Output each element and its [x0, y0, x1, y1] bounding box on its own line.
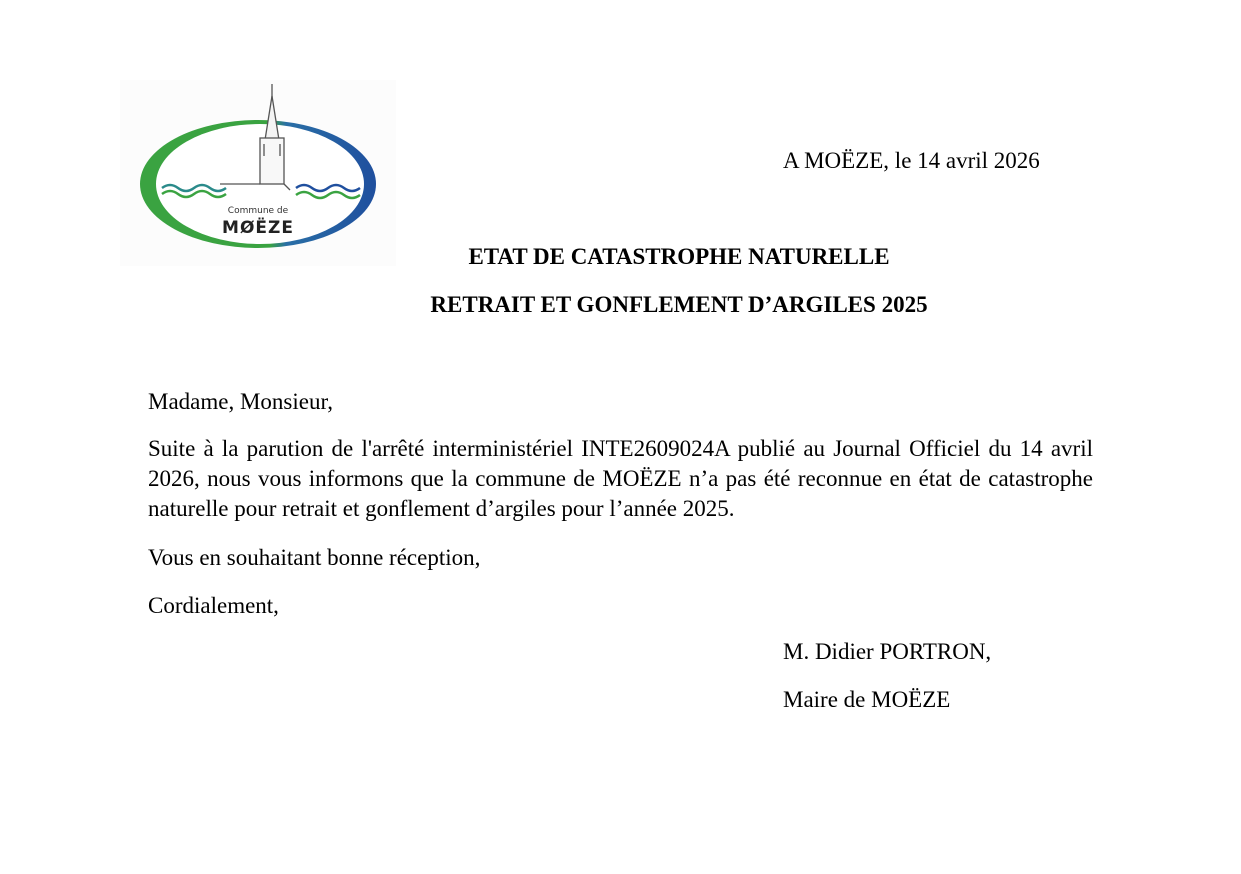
signature-name: M. Didier PORTRON,: [783, 639, 992, 664]
salutation: Madame, Monsieur,: [148, 389, 333, 414]
closing-wishes: Vous en souhaitant bonne réception,: [148, 545, 481, 570]
signature-title: Maire de MOËZE: [783, 687, 951, 712]
closing-regards: Cordialement,: [148, 593, 279, 618]
logo-name: MØËZE: [222, 218, 294, 238]
commune-logo: [120, 80, 396, 266]
main-paragraph: Suite à la parution de l'arrêté interministériel INTE2609024A publié au Journal Officiel du 14 avril 2026, nous vous informons que la commune de MOËZE n’a pas été reconnue en état de catastrophe naturelle pour retrait et gonflement d’argiles pour l’année 2025.: [148, 436, 1093, 521]
logo-graphic: [120, 80, 396, 266]
document-subtitle: RETRAIT ET GONFLEMENT D’ARGILES 2025: [430, 292, 928, 317]
logo-small-text: Commune de: [227, 206, 289, 216]
date-line: A MOËZE, le 14 avril 2026: [783, 148, 1040, 173]
document-title: ETAT DE CATASTROPHE NATURELLE: [468, 244, 890, 269]
